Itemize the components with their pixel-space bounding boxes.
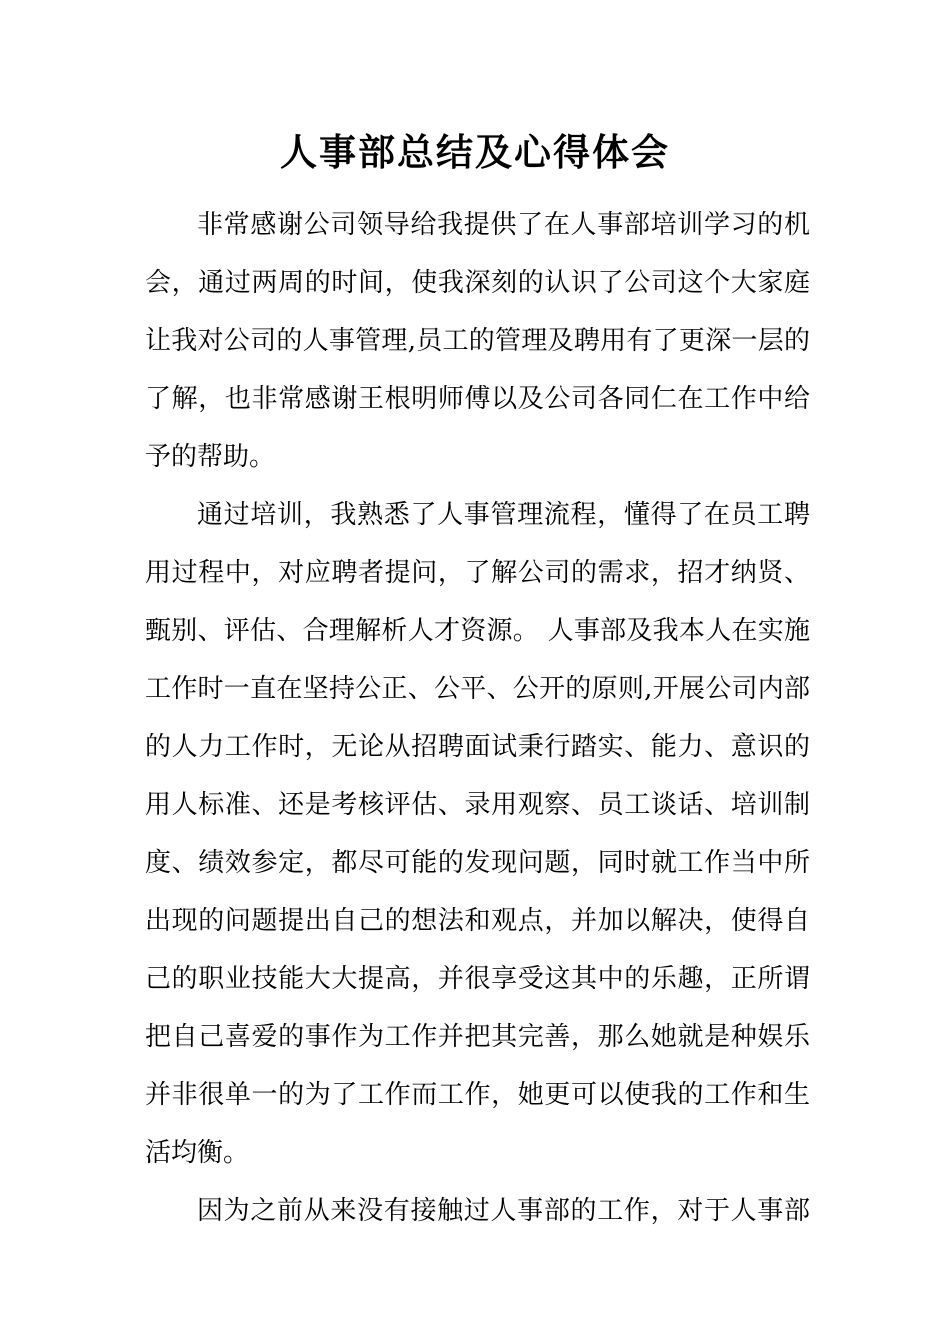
paragraph-1: [145, 196, 810, 486]
text-line: 把自己喜爱的事作为工作并把其完善，那么她就是种娱乐: [145, 1022, 810, 1052]
text-line: 出现的问题提出自己的想法和观点，并加以解决，使得自: [145, 906, 810, 936]
text-line: 了解，也非常感谢王根明师傅以及公司各同仁在工作中给: [145, 384, 810, 414]
text-line: 非常感谢公司领导给我提供了在人事部培训学习的机: [197, 210, 810, 240]
text-line: 用人标准、还是考核评估、录用观察、员工谈话、培训制: [145, 790, 810, 820]
text-line: 并非很单一的为了工作而工作，她更可以使我的工作和生: [145, 1080, 810, 1110]
text-line: 甄别、评估、合理解析人才资源。 人事部及我本人在实施: [145, 616, 810, 646]
text-line: 用过程中，对应聘者提问，了解公司的需求，招才纳贤、: [145, 558, 810, 588]
document-title: 人事部总结及心得体会: [280, 130, 670, 174]
text-line: 度、绩效参定，都尽可能的发现问题，同时就工作当中所: [145, 848, 810, 878]
text-line: 因为之前从来没有接触过人事部的工作，对于人事部: [197, 1196, 810, 1226]
paragraph-3: [145, 1182, 810, 1240]
text-line: 予的帮助。: [145, 442, 276, 472]
text-line: 会，通过两周的时间，使我深刻的认识了公司这个大家庭: [145, 268, 810, 298]
text-line: 活均衡。: [145, 1138, 250, 1168]
paragraph-2: [145, 486, 810, 1182]
text-line: 工作时一直在坚持公正、公平、公开的原则,开展公司内部: [145, 674, 810, 704]
text-line: 己的职业技能大大提高，并很享受这其中的乐趣，正所谓: [145, 964, 810, 994]
text-line: 的人力工作时，无论从招聘面试秉行踏实、能力、意识的: [145, 732, 810, 762]
text-line: 让我对公司的人事管理,员工的管理及聘用有了更深一层的: [145, 326, 810, 356]
text-line: 通过培训，我熟悉了人事管理流程，懂得了在员工聘: [197, 500, 810, 530]
document-body: [145, 196, 810, 1240]
